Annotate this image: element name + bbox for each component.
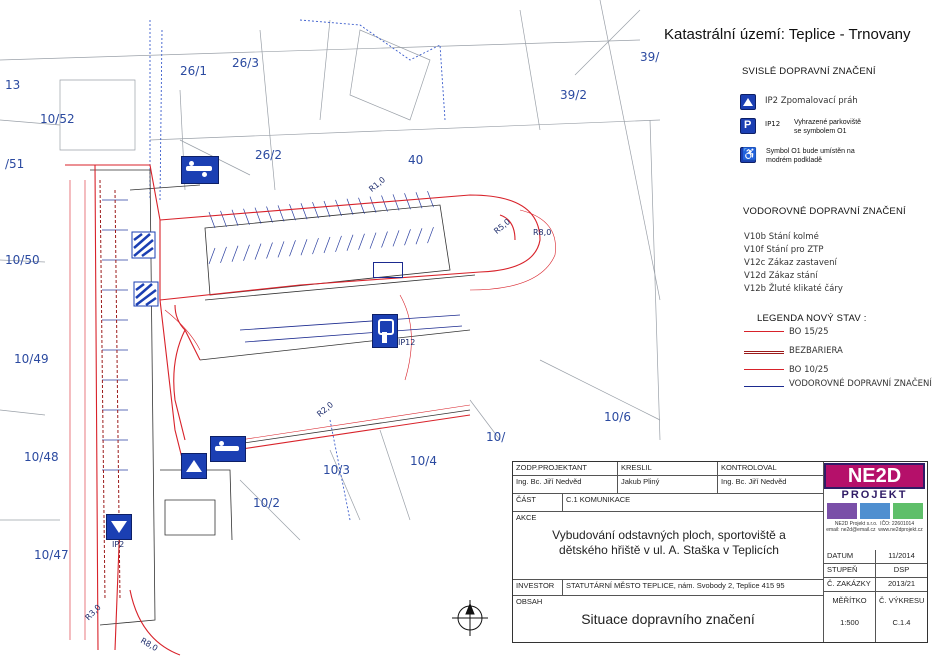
investor-label: INVESTOR [513, 580, 563, 596]
parking-stall-line [232, 246, 238, 262]
vertical-sign-ip12-note: Vyhrazené parkoviště se symbolem O1 [794, 119, 862, 135]
legend-line-horizontal-marking [744, 386, 784, 387]
parcel-label: 10/3 [323, 463, 350, 477]
parcel-label: 13 [5, 78, 21, 92]
akce-value: Vybudování odstavných ploch, sportoviště a dětského hřiště v ul. A. Staška v Teplicích [552, 528, 786, 557]
parking-stall-line [405, 193, 411, 209]
meritko-label: MĚŘÍTKO [832, 596, 867, 605]
parking-stall-line [209, 248, 215, 264]
plan-sign-parking-top [181, 156, 219, 184]
zodp-label: ZODP.PROJEKTANT [513, 462, 618, 476]
parcel-label: /51 [5, 157, 25, 171]
parking-stall-line [393, 194, 399, 210]
parking-stall-line [290, 204, 296, 220]
parcel-label: 26/1 [180, 64, 207, 78]
parcel-label: 26/2 [255, 148, 282, 162]
parcel-label: 39/2 [560, 88, 587, 102]
horizontal-sign-4: V12b Žluté klikaté čáry [744, 284, 843, 294]
plan-label-r5: R5,0 [492, 217, 513, 236]
vykresu-value: C.1.4 [892, 618, 911, 627]
plan-label-r8: R8,0 [138, 636, 160, 653]
kontroloval-label: KONTROLOVAL [718, 462, 824, 476]
parking-stall-line [301, 203, 307, 219]
zodp-value: Ing. Bc. Jiří Nedvěd [513, 476, 618, 494]
legend-label-bo10: BO 10/25 [789, 365, 829, 375]
parking-stall-line [278, 241, 284, 257]
parking-stall-line [267, 243, 273, 259]
parking-stall-line [370, 233, 376, 249]
parking-stall-line [370, 197, 376, 213]
parking-stall-line [290, 240, 296, 256]
parking-stall-line [278, 205, 284, 221]
logo-subtitle: PROJEKT [841, 489, 908, 501]
stupen-value: DSP [876, 564, 927, 578]
obsah-label: OBSAH [516, 597, 543, 606]
parcel-label: 10/2 [253, 496, 280, 510]
horizontal-sign-1: V10f Stání pro ZTP [744, 245, 824, 255]
parking-stall-line [382, 196, 388, 212]
parking-stall-line [428, 227, 434, 243]
datum-value: 11/2014 [876, 550, 927, 564]
parking-stall-line [428, 191, 434, 207]
legend-label-bo15: BO 15/25 [789, 327, 829, 337]
kreslil-label: KRESLIL [618, 462, 718, 476]
obsah-value: Situace dopravního značení [581, 611, 755, 627]
vertical-sign-o1-note: Symbol O1 bude umístěn na modrém podkladě [766, 148, 855, 164]
plan-label-r2: R2,0 [315, 400, 336, 419]
obsah-cell [513, 596, 824, 642]
parking-stall-line [324, 237, 330, 253]
parking-stall-line [244, 209, 250, 225]
legend-line-bo10 [744, 369, 784, 370]
parcel-label: 26/3 [232, 56, 259, 70]
parcel-label: 10/47 [34, 548, 69, 562]
title-block [512, 461, 928, 643]
plan-sign-ip2-lower [106, 514, 132, 540]
kontroloval-value: Ing. Bc. Jiří Nedvěd [718, 476, 824, 494]
parking-stall-line [232, 210, 238, 226]
parking-stall-line [313, 202, 319, 218]
logo-wordmark: NE2D [824, 463, 925, 489]
parking-stall-line [221, 247, 227, 263]
vykresu-cell [876, 592, 927, 642]
parcel-label: 10/52 [40, 112, 75, 126]
parcel-label: 10/49 [14, 352, 49, 366]
wheelchair-sign-icon [740, 147, 756, 163]
plan-label-ip2: IP2 [112, 540, 125, 549]
parcel-label: 10/ [486, 430, 506, 444]
parking-stall-line [416, 192, 422, 208]
plan-sign-wc-pair [373, 262, 403, 278]
legend-line-bo15 [744, 331, 784, 332]
parking-stall-line [313, 238, 319, 254]
legend-label-horizontal-marking: VODOROVNÉ DOPRAVNÍ ZNAČENÍ [789, 379, 932, 389]
parking-stall-line [382, 232, 388, 248]
zakazky-label: Č. ZAKÁZKY [824, 578, 876, 592]
horizontal-sign-0: V10b Stání kolmé [744, 232, 819, 242]
parking-stall-line [416, 228, 422, 244]
parking-stall-line [347, 235, 353, 251]
meritko-cell [824, 592, 876, 642]
zakazky-value: 2013/21 [876, 578, 927, 592]
plan-label-r1: R1,0 [367, 175, 388, 194]
horizontal-sign-2: V12c Zákaz zastavení [744, 258, 837, 268]
parking-stall-line [301, 239, 307, 255]
vertical-sign-ip2: IP2 Zpomalovací práh [765, 96, 858, 106]
parking-stall-line [359, 198, 365, 214]
plan-label-ip12: IP12 [398, 338, 416, 347]
parking-stall-line [336, 200, 342, 216]
parking-stall-line [255, 244, 261, 260]
parcel-label: 10/6 [604, 410, 631, 424]
cadastral-title: Katastrální území: Teplice - Trnovany [664, 26, 911, 43]
horizontal-signs-header: VODOROVNÉ DOPRAVNÍ ZNAČENÍ [743, 206, 906, 217]
parking-stall-line [393, 230, 399, 246]
parking-stall-line [209, 212, 215, 228]
plan-label-r8b: R8,0 [533, 228, 552, 237]
parcel-label: 10/48 [24, 450, 59, 464]
parking-stall-line [267, 207, 273, 223]
plan-label-r3: R3,0 [83, 602, 103, 623]
parking-stall-line [324, 201, 330, 217]
parcel-label: 40 [408, 153, 424, 167]
kreslil-value: Jakub Pliný [618, 476, 718, 494]
plan-sign-ip2-upper [181, 453, 207, 479]
vykresu-label: Č. VÝKRESU [879, 596, 925, 605]
investor-value: STATUTÁRNÍ MĚSTO TEPLICE, nám. Svobody 2, Teplice 415 95 [563, 580, 824, 596]
parking-stall-line [347, 199, 353, 215]
vertical-signs-header: SVISLÉ DOPRAVNÍ ZNAČENÍ [742, 66, 876, 77]
legend-header: LEGENDA NOVÝ STAV : [757, 313, 867, 324]
stupen-label: STUPEŇ [824, 564, 876, 578]
parcel-label: 39/ [640, 50, 660, 64]
ip12-sign-icon [740, 118, 756, 134]
plan-sign-ip12 [372, 314, 398, 348]
parking-stall-line [359, 234, 365, 250]
akce-label: AKCE [516, 513, 537, 522]
ip2-sign-icon [740, 94, 756, 110]
cast-label: ČÁST [513, 494, 563, 512]
parking-stall-line [255, 208, 261, 224]
parcel-label: 10/4 [410, 454, 437, 468]
parking-stall-line [221, 211, 227, 227]
parking-stall-line [336, 236, 342, 252]
logo-images [824, 503, 925, 519]
logo-address: NE2D Projekt s.r.o. IČO: 22601014 email: ne2d@email.cz www.ne2dprojekt.cz [826, 521, 923, 533]
legend-line-bezbariera [744, 351, 784, 354]
meritko-value: 1:500 [840, 618, 859, 627]
vertical-sign-ip12-code: IP12 [765, 120, 781, 128]
cast-value: C.1 KOMUNIKACE [563, 494, 824, 512]
parking-stall-line [405, 229, 411, 245]
company-logo [824, 463, 925, 545]
parcel-label: 10/50 [5, 253, 40, 267]
datum-label: DATUM [824, 550, 876, 564]
parking-stall-line [244, 245, 250, 261]
akce-cell [513, 512, 824, 580]
legend-label-bezbariera: BEZBARIERA [789, 346, 843, 356]
plan-sign-parking-bottom [210, 436, 246, 462]
horizontal-sign-3: V12d Zákaz stání [744, 271, 818, 281]
